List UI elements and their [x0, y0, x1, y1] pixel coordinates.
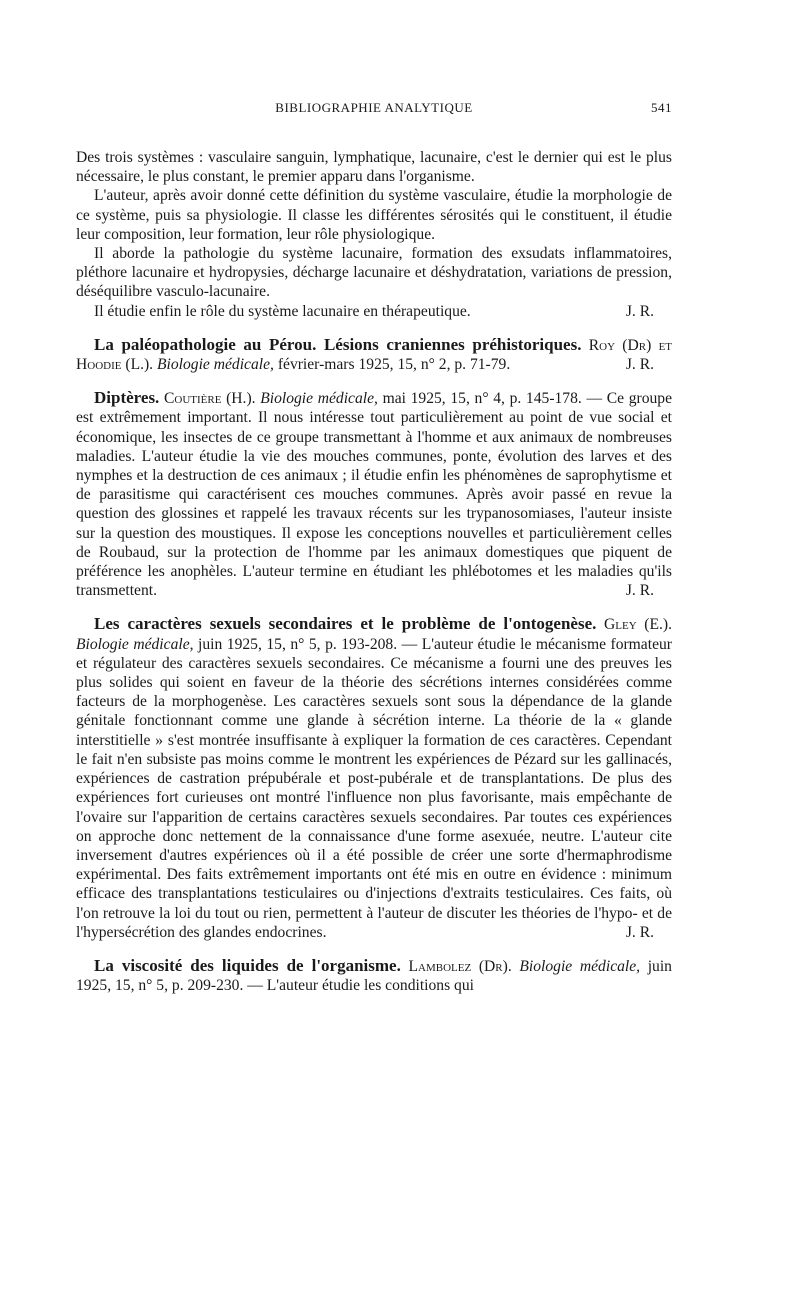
intro-paragraph: Il aborde la pathologie du système lacunaire, formation des exsudats inflammatoires, pléthore lacunaire et hydropysies, décharge lacunaire et déshydratation, variations de pression, déséquilibre vasculo-lacunaire. — [76, 245, 672, 301]
page — [76, 100, 672, 995]
header-title: BIBLIOGRAPHIE ANALYTIQUE — [275, 100, 473, 115]
entry-citation: mai 1925, 15, n° 4, p. 145-178. — — [382, 390, 603, 408]
entry-journal: Biologie médicale, — [519, 957, 641, 975]
page-number: 541 — [651, 100, 672, 115]
entry-authors: Roy (Dr) et Hoodie (L.). — [76, 336, 673, 374]
intro-block — [76, 148, 672, 321]
intro-paragraph: Il étudie enfin le rôle du système lacunaire en thérapeutique. J. R. — [94, 302, 654, 320]
entry-body: L'auteur étudie les conditions qui — [266, 977, 474, 995]
bibliography-entry — [76, 335, 672, 374]
entry-authors: Lambolez (Dr). — [408, 957, 512, 975]
intro-paragraph: L'auteur, après avoir donné cette définition du système vasculaire, étudie la morphologie de ce système, puis sa physiologie. Il classe les différentes sérosités qui le constituent, il étudie leur composition, leur formation, leur rôle physiologique. — [76, 187, 672, 243]
signature: J. R. — [625, 302, 654, 320]
entry-body: Ce groupe est extrêmement important. Il nous intéresse tout particulièrement au point de vue social et économique, les insectes de ce groupe transmettant à l'homme et aux animaux de nombreuses maladies. L'auteur étudie la vie des mouches communes, ponte, évolution des larves et des nymphes et la destruction de ces animaux ; il étudie enfin les phénomènes de saprophytisme et de parasitisme qui caractérisent ces mouches communes. Après avoir passé en revue la question des glossines et rappelé les travaux récents sur les trypanosomiases, l'auteur insiste sur la question des moustiques. Il expose les conceptions nouvelles et particulièrement celles de Roubaud, sur la protection de l'homme par les animaux domestiques que piquent de préférence les anophèles. L'auteur termine en étudiant les phlébotomes et les maladies qu'ils transmettent. — [76, 390, 673, 600]
bibliography-entry — [76, 956, 672, 995]
entry-citation: février-mars 1925, 15, n° 2, p. 71-79. — [277, 356, 511, 374]
running-header — [76, 100, 672, 124]
entry-title: Les caractères sexuels secondaires et le problème de l'ontogenèse. — [94, 614, 597, 634]
entry-journal: Biologie médicale, — [260, 390, 378, 408]
bibliography-entry — [76, 388, 672, 600]
entry-citation: juin 1925, 15, n° 5, p. 193-208. — — [198, 635, 418, 653]
entry-citation: juin 1925, 15, n° 5, p. 209-230. — — [76, 957, 672, 995]
bibliography-entry — [76, 614, 672, 941]
entry-title: La paléopathologie au Pérou. Lésions craniennes préhistoriques. — [94, 334, 582, 354]
entry-journal: Biologie médicale, — [157, 356, 274, 374]
signature: J. R. — [625, 582, 654, 600]
entry-journal: Biologie médicale, — [76, 635, 194, 653]
entry-title: Diptères. — [94, 388, 160, 408]
entry-body: L'auteur étudie le mécanisme formateur et régulateur des caractères sexuels secondaires. Ce mécanisme a fourni une des preuves les plus solides qui soient en faveur de la théorie des sécrétions internes considérées comme facteurs de la morphogenèse. Les caractères sexuels sont sous la dépendance de la glande génitale fonctionnant comme une glande à sécrétion interne. La théorie de la « glande interstitielle » s'est montrée insuffisante à expliquer la formation de ces caractères. Cependant le fait n'en subsiste pas moins comme le montrent les expériences de Pézard sur les gallinacés, expériences de castration prépubérale et post-pubérale et de transplantations. De plus des expériences fort curieuses ont montré l'influence non plus favorisante, mais empêchante de l'ovaire sur l'apparition de certains caractères sexuels secondaires. Par toutes ces expériences on approche donc nettement de la connaissance d'une forme asexuée, neutre. L'auteur cite inversement d'autres expériences où il a été possible de créer une sorte d'hermaphrodisme expérimental. Des faits extrêmement importants ont été mis en outre en évidence : minimum efficace des transplantations testiculaires ou d'injections d'extraits testiculaires. Ces faits, où l'on retrouve la loi du tout ou rien, permettent à l'auteur de discuter les théories de l'hypo- et de l'hypersécrétion des glandes endocrines. — [76, 635, 672, 941]
entry-authors: Coutière (H.). — [163, 390, 256, 408]
signature: J. R. — [625, 356, 654, 374]
intro-paragraph: Des trois systèmes : vasculaire sanguin, lymphatique, lacunaire, c'est le dernier qui est le plus nécessaire, le plus constant, le premier apparu dans l'organisme. — [76, 149, 672, 186]
signature: J. R. — [625, 923, 654, 941]
entry-authors: Gley (E.). — [604, 616, 672, 634]
entry-title: La viscosité des liquides de l'organisme. — [94, 955, 401, 975]
